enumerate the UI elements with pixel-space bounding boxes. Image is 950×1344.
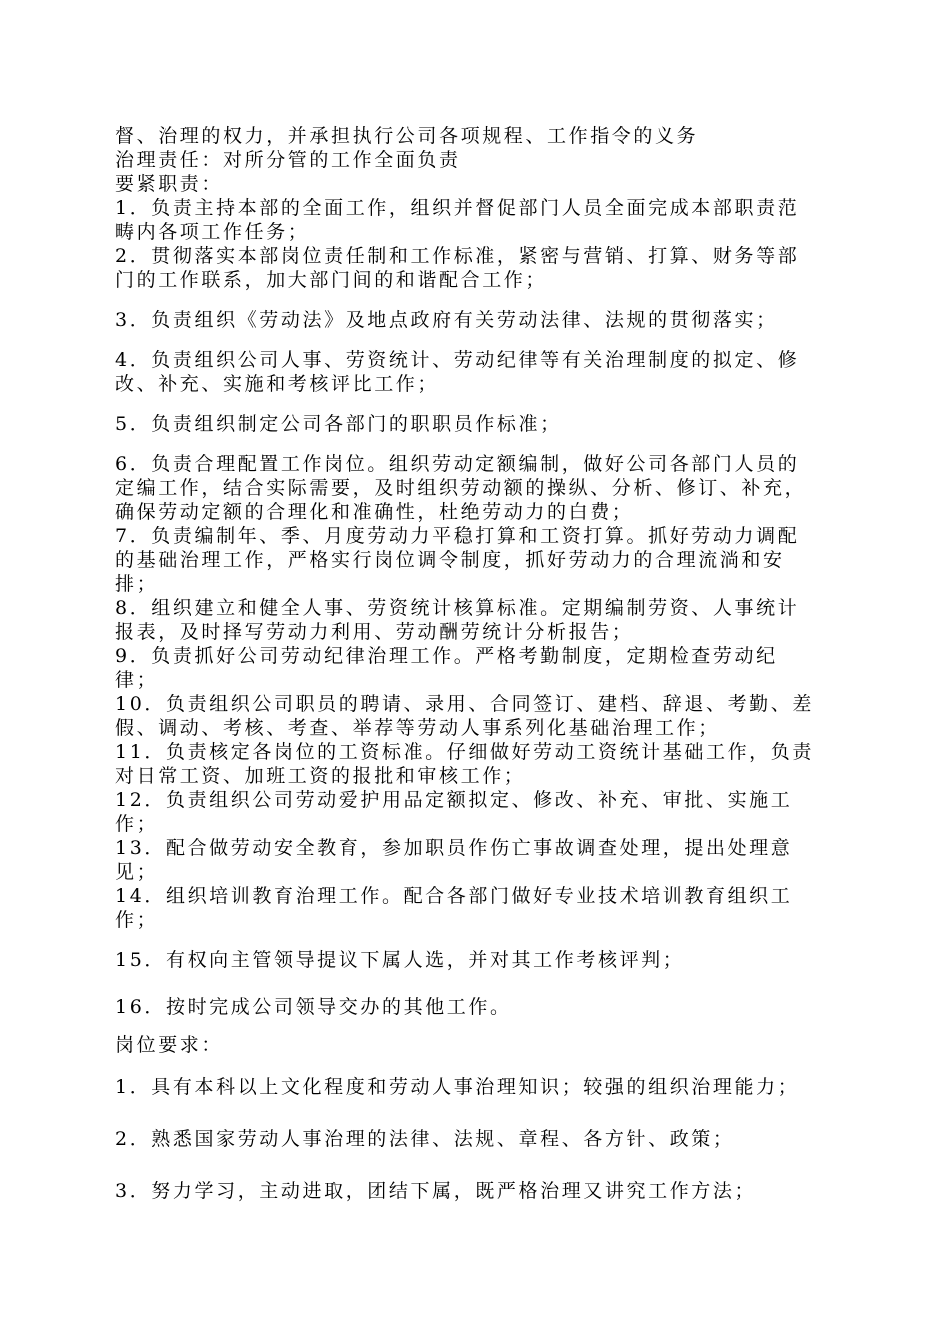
duty-line: 报表，及时择写劳动力利用、劳动酬劳统计分析报告； [115, 621, 634, 643]
duty-item-12 [115, 788, 835, 836]
duty-line: 14．组织培训教育治理工作。配合各部门做好专业技术培训教育组织工 [115, 885, 793, 907]
duty-item-14 [115, 884, 835, 932]
duty-line: 10．负责组织公司职员的聘请、录用、合同签订、建档、辞退、考勤、差 [115, 693, 814, 715]
duties-heading: 要紧职责： [115, 173, 224, 195]
duty-line: 6．负责合理配置工作岗位。组织劳动定额编制，做好公司各部门人员的 [115, 453, 800, 475]
duty-item-9 [115, 644, 835, 692]
requirements-section [115, 1033, 835, 1057]
requirements-heading: 岗位要求： [115, 1034, 224, 1056]
duty-item-10 [115, 692, 835, 740]
duty-line: 1．负责主持本部的全面工作，组织并督促部门人员全面完成本部职责范 [115, 197, 800, 219]
duty-line: 2．贯彻落实本部岗位责任制和工作标准，紧密与营销、打算、财务等部 [115, 245, 800, 267]
duty-line: 8．组织建立和健全人事、劳资统计核算标准。定期编制劳资、人事统计 [115, 597, 800, 619]
duty-line: 门的工作联系，加大部门间的和谐配合工作； [115, 269, 548, 291]
intro-line: 督、治理的权力，并承担执行公司各项规程、工作指令的义务 [115, 125, 699, 147]
duty-item-1 [115, 196, 835, 244]
duty-line: 对日常工资、加班工资的报批和审核工作； [115, 765, 526, 787]
duty-line: 3．负责组织《劳动法》及地点政府有关劳动法律、法规的贯彻落实； [115, 309, 778, 331]
duty-line: 16．按时完成公司领导交办的其他工作。 [115, 996, 512, 1018]
duty-item-3 [115, 308, 835, 332]
duty-line: 12．负责组织公司劳动爱护用品定额拟定、修改、补充、审批、实施工 [115, 789, 793, 811]
duty-line: 确保劳动定额的合理化和准确性，杜绝劳动力的白费； [115, 501, 634, 523]
duty-line: 11．负责核定各岗位的工资标准。仔细做好劳动工资统计基础工作，负责 [115, 741, 814, 763]
duty-line: 作； [115, 909, 159, 931]
duty-line: 13．配合做劳动安全教育，参加职员作伤亡事故调查处理，提出处理意 [115, 837, 793, 859]
duty-item-11 [115, 740, 835, 788]
requirement-line: 3．努力学习，主动进取，团结下属，既严格治理又讲究工作方法； [115, 1180, 757, 1202]
requirement-item-3 [115, 1179, 835, 1203]
duty-line: 9．负责抓好公司劳动纪律治理工作。严格考勤制度，定期检查劳动纪 [115, 645, 778, 667]
duty-line: 定编工作，结合实际需要，及时组织劳动额的操纵、分析、修订、补充， [115, 477, 807, 499]
duty-line: 的基础治理工作，严格实行岗位调令制度，抓好劳动力的合理流淌和安 [115, 549, 785, 571]
duty-line: 律； [115, 669, 159, 691]
requirement-line: 1．具有本科以上文化程度和劳动人事治理知识；较强的组织治理能力； [115, 1076, 800, 1098]
document-page [115, 124, 835, 1203]
duty-item-4 [115, 348, 835, 396]
requirement-item-1 [115, 1075, 835, 1099]
duty-item-2 [115, 244, 835, 292]
duty-line: 5．负责组织制定公司各部门的职职员作标准； [115, 413, 562, 435]
duty-line: 见； [115, 861, 159, 883]
duty-item-5 [115, 412, 835, 436]
requirement-line: 2．熟悉国家劳动人事治理的法律、法规、章程、各方针、政策； [115, 1128, 735, 1150]
duty-line: 15．有权向主管领导提议下属人选，并对其工作考核评判； [115, 949, 685, 971]
duty-item-6 [115, 452, 835, 524]
duty-item-7 [115, 524, 835, 596]
duty-line: 改、补充、实施和考核评比工作； [115, 373, 440, 395]
duty-item-15 [115, 948, 835, 972]
duty-item-13 [115, 836, 835, 884]
duty-line: 7．负责编制年、季、月度劳动力平稳打算和工资打算。抓好劳动力调配 [115, 525, 800, 547]
duty-line: 4．负责组织公司人事、劳资统计、劳动纪律等有关治理制度的拟定、修 [115, 349, 800, 371]
duty-line: 排； [115, 573, 159, 595]
duty-line: 假、调动、考核、考查、举荐等劳动人事系列化基础治理工作； [115, 717, 720, 739]
requirement-item-2 [115, 1127, 835, 1151]
duty-line: 作； [115, 813, 159, 835]
intro-line: 治理责任：对所分管的工作全面负责 [115, 149, 461, 171]
duty-item-16 [115, 995, 835, 1019]
duty-line: 畴内各项工作任务； [115, 221, 310, 243]
duty-item-8 [115, 596, 835, 644]
